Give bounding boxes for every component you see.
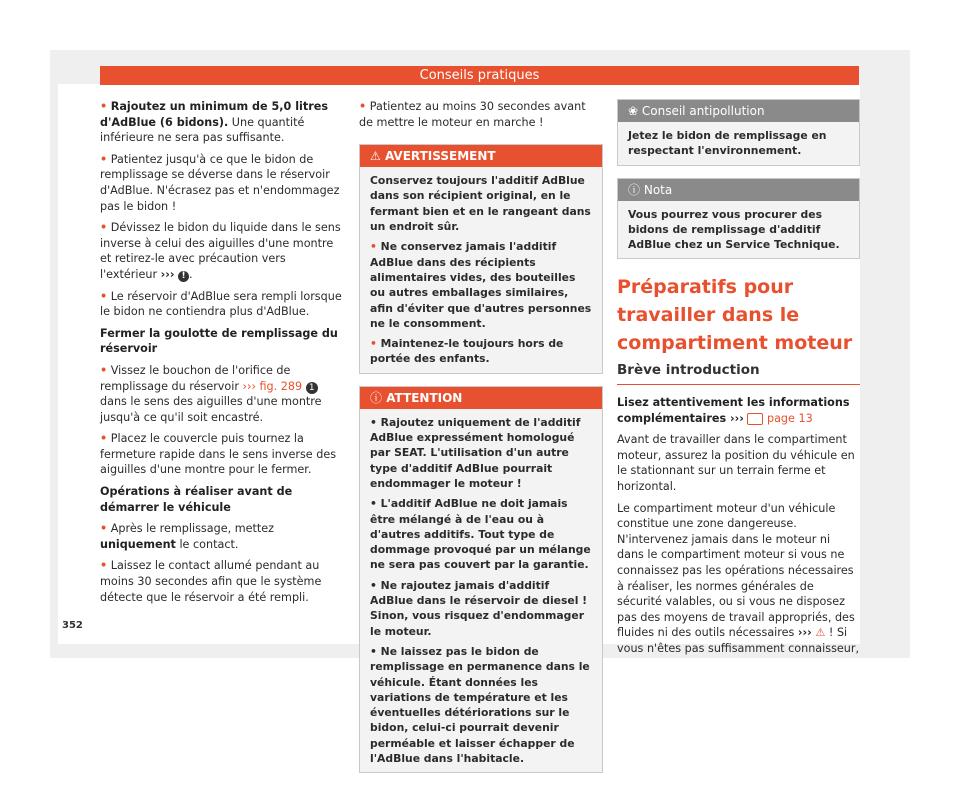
text: Patientez au moins 30 secondes avant de mettre le moteur en marche ! (359, 100, 586, 129)
attention-item: • Ne laissez pas le bidon de remplissage en permanence dans le véhicule. Étant données les variations de température et les éventuelles détériorations sur le bidon, celui-ci pourrait devenir perméable et laisser échapper de l'AdBlue dans l'habitacle. (370, 644, 590, 765)
section-title: Préparatifs pour travailler dans le compartiment moteur (617, 276, 853, 355)
warning-title: AVERTISSEMENT (384, 149, 496, 164)
subheading: Opérations à réaliser avant de démarrer le véhicule (100, 485, 293, 514)
paragraph (100, 152, 344, 214)
paragraph: Lisez attentivement les informations complémentaires ››› page 13 (617, 396, 850, 425)
text: dans le sens des aiguilles d'une montre jusqu'à ce qu'il soit encastré. (100, 395, 322, 424)
paragraph: Avant de travailler dans le compartiment moteur, assurez la position du véhicule en le stationnant sur un terrain ferme et horizontal. (617, 433, 855, 494)
paragraph: • Dévissez le bidon du liquide dans le sens inverse à celui des aiguilles d'une montre et retirez-le avec précaution vers l'extérieur ››› ! . (100, 221, 341, 281)
info-circle-icon: ⓘ (370, 390, 383, 405)
page-number: 352 (62, 620, 83, 631)
attention-item: • L'additif AdBlue ne doit jamais être mélangé à de l'eau ou à d'autres additifs. Tout type de dommage provoqué par un mélange ne sera pas couvert par la garantie. (370, 497, 591, 572)
column-2 (359, 99, 603, 785)
warning-triangle-icon: ⚠ (815, 626, 826, 640)
bullet: • (100, 221, 108, 235)
bullet: • (100, 432, 108, 446)
section-header: Conseils pratiques (100, 66, 859, 85)
paragraph (100, 289, 344, 320)
bullet: • (100, 363, 108, 377)
text: Dévissez le bidon du liquide dans le sens inverse à celui des aiguilles d'une montre et retirez-le avec précaution vers l'extérieur (100, 221, 341, 281)
subheading: Fermer la goulotte de remplissage du réservoir (100, 326, 338, 356)
arrow-ref: ››› (797, 626, 812, 640)
bullet: • (100, 100, 108, 113)
paragraph (100, 521, 344, 552)
attention-box (359, 386, 603, 774)
warning-intro: Conservez toujours l'additif AdBlue dans son récipient original, en le fermant bien et en le rangeant dans un endroit sûr. (370, 174, 591, 234)
column-3 (617, 99, 860, 663)
warning-triangle-icon: ⚠ (370, 149, 381, 164)
bullet: • (359, 100, 367, 113)
section-subtitle: Brève introduction (617, 363, 860, 385)
attention-box-body (360, 409, 602, 773)
attention-item: • Ne rajoutez jamais d'additif AdBlue dans le réservoir de diesel ! Sinon, vous risquez d'endommager le moteur. (370, 578, 588, 638)
figure-link[interactable]: ››› fig. 289 (242, 379, 303, 393)
paragraph (100, 431, 344, 478)
text: Laissez le contact allumé pendant au moins 30 secondes afin que le système détecte que le réservoir a été rempli. (100, 559, 322, 604)
warning-item: • Ne conservez jamais l'additif AdBlue dans des récipients alimentaires vides, des bouteilles ou autres emballages similaires, afin d'éviter que d'autres personnes ne le consomment. (370, 240, 592, 330)
text: Patientez jusqu'à ce que le bidon de remplissage se déverse dans le réservoir d'AdBlue. N'écrasez pas et n'endommagez pas le bidon ! (100, 152, 340, 213)
column-1 (100, 99, 344, 611)
bold-text: Rajoutez un minimum de 5,0 litres d'AdBlue (6 bidons). (100, 100, 328, 129)
nota-box-header (618, 179, 859, 201)
paragraph (100, 558, 344, 605)
paragraph: Le compartiment moteur d'un véhicule constitue une zone dangereuse. N'intervenez jamais dans le moteur ni dans le compartiment moteur si vous ne connaissez pas les opérations nécessaires à réaliser, les normes générales de sécurité valables, ou si vous ne disposez pas des moyens de travail appropriés, des fluides ni des outils nécessaires ››› ⚠ ! Si vous n'êtes pas suffisamment connaisseur, (617, 501, 860, 655)
text: Une quantité inférieure ne sera pas suffisante. (100, 115, 305, 145)
bullet: • (100, 152, 108, 166)
bold-text: uniquement (100, 537, 176, 551)
attention-box-header (360, 387, 602, 409)
eco-title: Conseil antipollution (641, 104, 765, 118)
bullet: • (100, 522, 108, 536)
warning-item: • Maintenez-le toujours hors de portée des enfants. (370, 337, 564, 366)
warning-box-body (360, 167, 602, 373)
nota-box (617, 178, 860, 260)
warning-box-header (360, 145, 602, 167)
warning-box (359, 144, 603, 374)
text: Vissez le bouchon de l'orifice de remplissage du réservoir (100, 363, 291, 393)
leaf-icon: ❀ (628, 104, 639, 118)
attention-item: • Rajoutez uniquement de l'additif AdBlue expressément homologué par SEAT. L'utilisation d'un autre type d'additif AdBlue pourrait endommager le moteur ! (370, 415, 581, 490)
paragraph (100, 363, 344, 425)
bullet: • (100, 289, 108, 303)
eco-box (617, 99, 860, 166)
paragraph (359, 99, 603, 130)
arrow-ref: ››› (160, 267, 175, 281)
book-icon (747, 413, 763, 425)
nota-title: Nota (643, 182, 673, 197)
warning-icon: ! (178, 271, 189, 282)
attention-title: ATTENTION (386, 390, 463, 405)
text: Placez le couvercle puis tournez la fermeture rapide dans le sens inverse des aiguilles d'une montre pour le fermer. (100, 432, 337, 477)
info-square-icon: ⓘ (628, 182, 641, 197)
text: Le réservoir d'AdBlue sera rempli lorsque le bidon ne contiendra plus d'AdBlue. (100, 289, 342, 319)
bullet: • (100, 559, 108, 573)
paragraph (100, 99, 344, 146)
text: Après le remplissage, mettez (110, 522, 275, 536)
eco-box-body: Jetez le bidon de remplissage en respectant l'environnement. (618, 122, 859, 165)
nota-box-body: Vous pourrez vous procurer des bidons de remplissage d'additif AdBlue chez un Service Technique. (618, 201, 859, 259)
callout-number: 1 (306, 382, 318, 394)
text: le contact. (175, 537, 239, 551)
eco-box-header (618, 100, 859, 122)
page-link[interactable]: page 13 (766, 411, 813, 425)
